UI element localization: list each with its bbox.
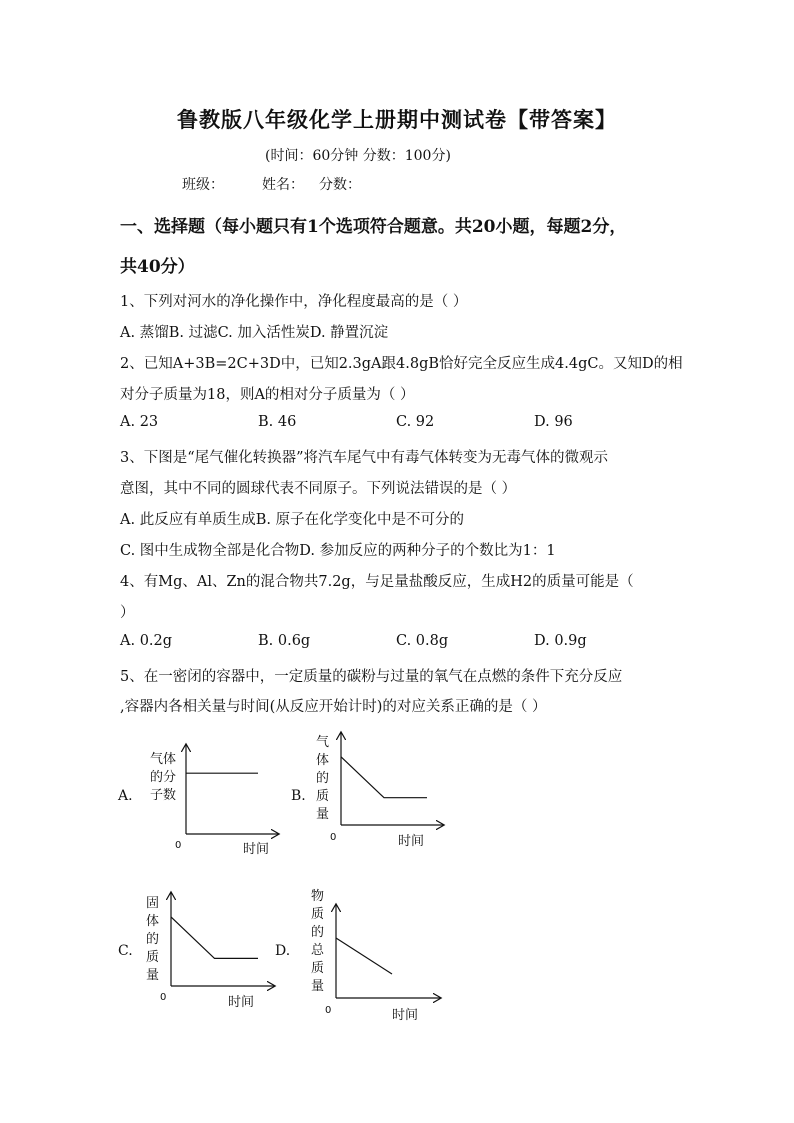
q3-options-2: C. 图中生成物全部是化合物D. 参加反应的两种分子的个数比为1：1 — [120, 543, 556, 559]
graph-c-origin: 0 — [160, 992, 167, 1003]
graph-a-ylabel-1: 气体 — [150, 752, 177, 767]
score-label: 分数： — [319, 177, 361, 193]
graph-b-label: B. — [291, 788, 306, 804]
name-label: 姓名： — [262, 177, 304, 193]
graph-c-ylabel-1: 固 — [146, 896, 160, 911]
q3-stem-2: 意图，其中不同的圆球代表不同原子。下列说法错误的是（ ） — [120, 481, 517, 497]
graph-c-ylabel-5: 量 — [146, 968, 160, 983]
graph-c-label: C. — [118, 943, 133, 959]
graph-c-ylabel-4: 质 — [146, 950, 160, 965]
q4-option-a: A. 0.2g — [120, 633, 173, 649]
graph-d-ylabel-3: 的 — [311, 925, 325, 940]
exam-time-score: (时间：60分钟 分数：100分) — [265, 148, 451, 164]
q2-option-b: B. 46 — [258, 414, 297, 430]
graph-d — [275, 888, 440, 1023]
graph-b-ylabel-4: 质 — [316, 789, 330, 804]
graph-d-label: D. — [275, 943, 291, 959]
graph-b — [291, 733, 443, 849]
section-heading-2: 共40分） — [120, 257, 195, 277]
q3-options-1: A. 此反应有单质生成B. 原子在化学变化中是不可分的 — [120, 512, 465, 528]
q5-stem-2: ,容器内各相关量与时间(从反应开始计时)的对应关系正确的是（ ） — [120, 699, 547, 715]
graph-c — [118, 893, 274, 1010]
q2-option-d: D. 96 — [534, 414, 573, 430]
graph-c-ylabel-3: 的 — [146, 932, 160, 947]
graph-b-ylabel-5: 量 — [316, 807, 330, 822]
q1-stem: 1、下列对河水的净化操作中，净化程度最高的是（ ） — [120, 294, 468, 310]
q3-stem-1: 3、下图是“尾气催化转换器”将汽车尾气中有毒气体转变为无毒气体的微观示 — [120, 450, 609, 466]
q4-stem-1: 4、有Mg、Al、Zn的混合物共7.2g，与足量盐酸反应，生成H2的质量可能是（ — [120, 574, 634, 590]
graph-a-ylabel-2: 的分 — [150, 770, 177, 785]
q4-option-b: B. 0.6g — [258, 633, 311, 649]
page-title: 鲁教版八年级化学上册期中测试卷【带答案】 — [177, 107, 617, 132]
q2-option-c: C. 92 — [396, 414, 435, 430]
graph-c-line — [171, 917, 258, 959]
graph-b-xlabel: 时间 — [398, 834, 425, 849]
graph-d-ylabel-4: 总 — [311, 943, 325, 958]
q1-options: A. 蒸馏B. 过滤C. 加入活性炭D. 静置沉淀 — [120, 325, 389, 341]
graph-d-ylabel-5: 质 — [311, 961, 325, 976]
graph-a — [117, 745, 278, 857]
q2-stem-2: 对分子质量为18，则A的相对分子质量为（ ） — [120, 387, 415, 403]
graph-d-origin: 0 — [325, 1005, 332, 1016]
graph-c-ylabel-2: 体 — [146, 914, 160, 929]
graph-a-label: A. — [118, 788, 133, 804]
graph-d-line — [336, 938, 392, 974]
q4-stem-2: ） — [120, 605, 135, 621]
graph-b-origin: 0 — [330, 832, 337, 843]
q4-option-c: C. 0.8g — [396, 633, 449, 649]
class-label: 班级： — [182, 177, 224, 193]
graph-a-ylabel-3: 子数 — [150, 788, 177, 803]
graph-d-ylabel-6: 量 — [311, 979, 325, 994]
graph-b-ylabel-1: 气 — [316, 735, 330, 750]
graph-b-ylabel-2: 体 — [316, 753, 330, 768]
graph-b-ylabel-3: 的 — [316, 771, 330, 786]
graph-c-xlabel: 时间 — [228, 995, 255, 1010]
graph-d-xlabel: 时间 — [392, 1008, 419, 1023]
q5-stem-1: 5、在一密闭的容器中，一定质量的碳粉与过量的氧气在点燃的条件下充分反应 — [120, 669, 623, 685]
q2-option-a: A. 23 — [120, 414, 159, 430]
graph-b-line — [341, 757, 427, 798]
section-heading-1: 一、选择题（每小题只有1个选项符合题意。共20小题，每题2分， — [120, 217, 627, 237]
graph-d-ylabel-1: 物 — [311, 889, 325, 904]
q2-stem-1: 2、已知A+3B=2C+3D中，已知2.3gA跟4.8gB恰好完全反应生成4.4gC。又知D的相 — [120, 356, 683, 372]
graph-d-ylabel-2: 质 — [311, 907, 325, 922]
q4-option-d: D. 0.9g — [534, 633, 587, 649]
graph-a-origin: 0 — [175, 840, 182, 851]
graph-a-xlabel: 时间 — [243, 842, 270, 857]
